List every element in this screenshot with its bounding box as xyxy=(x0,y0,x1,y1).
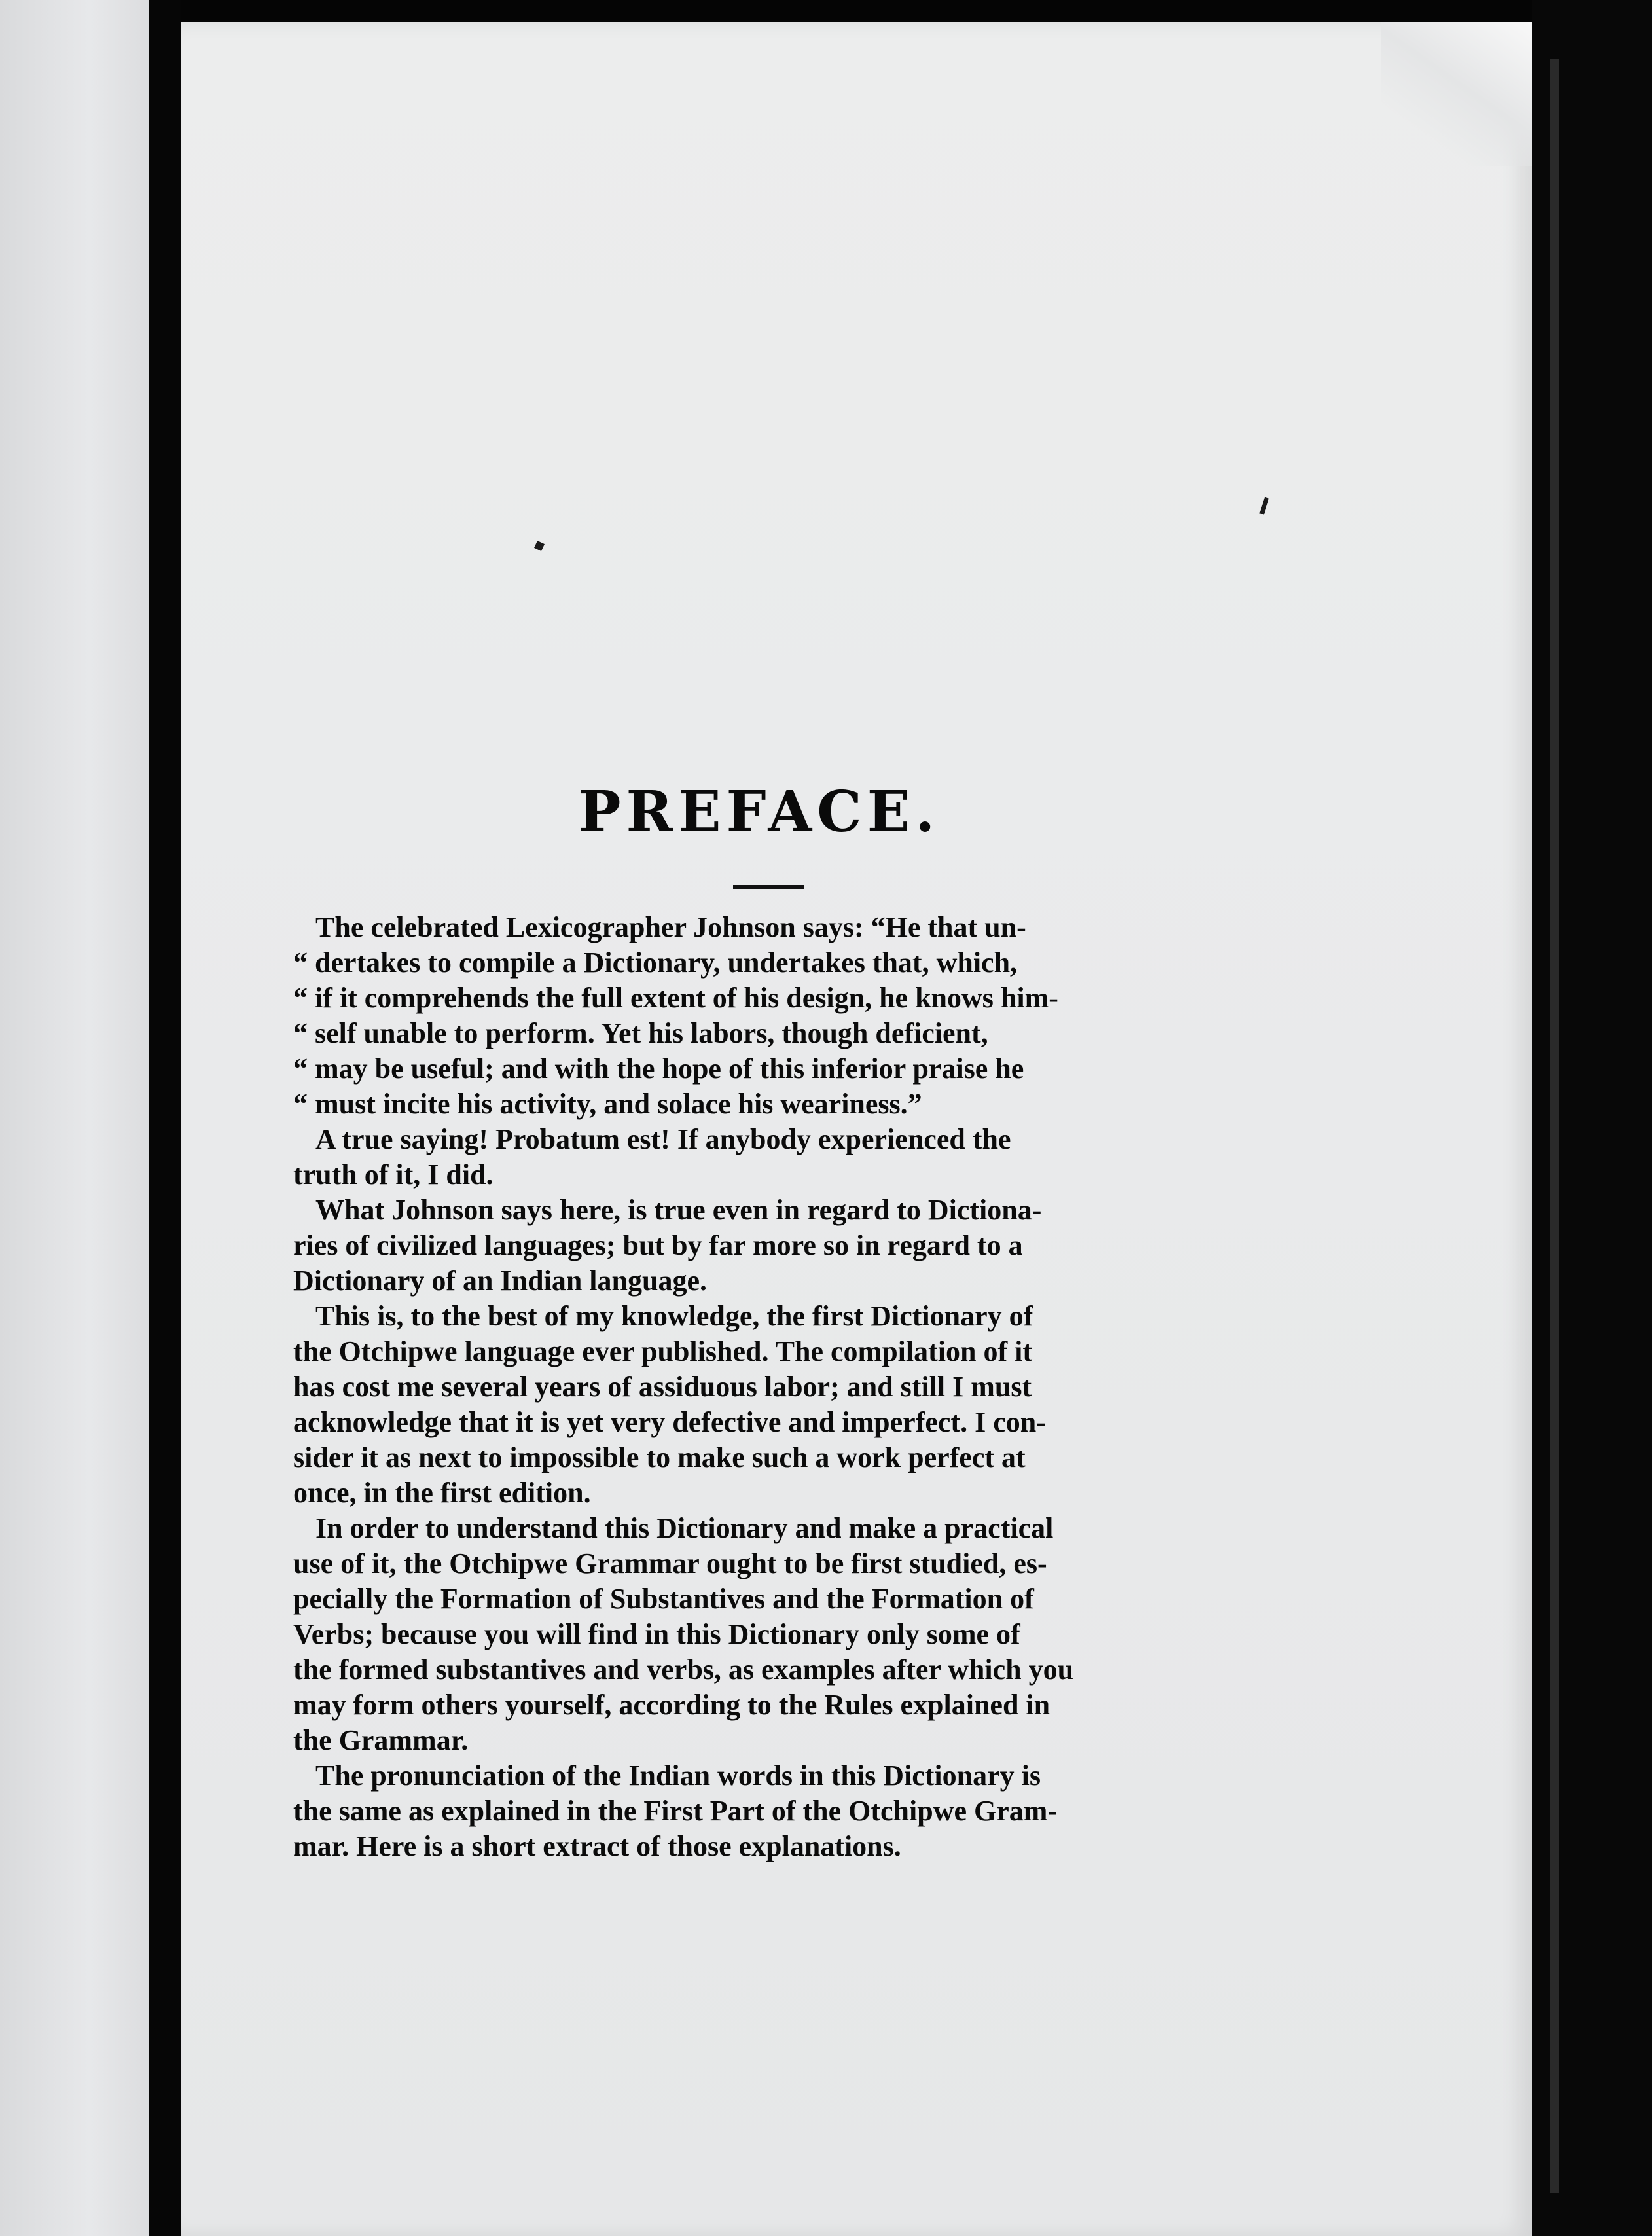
text-line: “ dertakes to compile a Dictionary, undertakes that, which, xyxy=(293,947,1018,979)
text-line: truth of it, I did. xyxy=(293,1159,494,1191)
text-line: may form others yourself, according to the Rules explained in xyxy=(293,1689,1050,1721)
paragraph-johnson-quote xyxy=(293,910,1216,1122)
page-gutter xyxy=(149,0,181,2236)
text-line: the formed substantives and verbs, as examples after which you xyxy=(293,1653,1074,1686)
text-line: the Otchipwe language ever published. The compilation of it xyxy=(293,1335,1033,1367)
text-line: use of it, the Otchipwe Grammar ought to be first studied, es- xyxy=(293,1547,1047,1579)
book-edge-line xyxy=(1550,59,1559,2193)
text-line: Verbs; because you will find in this Dictionary only some of xyxy=(293,1618,1020,1650)
title-rule xyxy=(733,885,804,889)
text-line: “ may be useful; and with the hope of this inferior praise he xyxy=(293,1053,1024,1085)
preface-text xyxy=(293,910,1216,1864)
text-line: the Grammar. xyxy=(293,1724,469,1756)
text-line: “ must incite his activity, and solace his weariness.” xyxy=(293,1088,922,1120)
text-line: mar. Here is a short extract of those explanations. xyxy=(293,1830,901,1862)
paragraph-civilized-languages xyxy=(293,1193,1216,1299)
text-line: acknowledge that it is yet very defective and imperfect. I con- xyxy=(293,1406,1046,1438)
text-line: A true saying! Probatum est! If anybody experienced the xyxy=(315,1123,1011,1155)
text-line: ries of civilized languages; but by far more so in regard to a xyxy=(293,1229,1023,1261)
text-line: sider it as next to impossible to make such a work perfect at xyxy=(293,1441,1026,1473)
text-line: This is, to the best of my knowledge, the first Dictionary of xyxy=(315,1300,1033,1332)
text-line: The celebrated Lexicographer Johnson says: “He that un- xyxy=(315,911,1026,943)
text-line: Dictionary of an Indian language. xyxy=(293,1265,707,1297)
text-line: once, in the first edition. xyxy=(293,1477,591,1509)
text-line: pecially the Formation of Substantives and the Formation of xyxy=(293,1583,1034,1615)
text-line: In order to understand this Dictionary and make a practical xyxy=(315,1512,1054,1544)
page-title: PREFACE. xyxy=(578,779,941,845)
text-line: The pronunciation of the Indian words in this Dictionary is xyxy=(315,1759,1041,1792)
paragraph-first-dictionary xyxy=(293,1299,1216,1511)
text-line: “ if it comprehends the full extent of his design, he knows him- xyxy=(293,982,1058,1014)
text-line: What Johnson says here, is true even in regard to Dictiona- xyxy=(315,1194,1042,1226)
page-corner-fold xyxy=(1381,22,1532,166)
paragraph-pronunciation xyxy=(293,1758,1216,1864)
paragraph-probatum xyxy=(293,1122,1216,1193)
text-line: the same as explained in the First Part of the Otchipwe Gram- xyxy=(293,1795,1058,1827)
text-line: has cost me several years of assiduous labor; and still I must xyxy=(293,1371,1032,1403)
text-line: “ self unable to perform. Yet his labors, though deficient, xyxy=(293,1017,988,1049)
paragraph-grammar xyxy=(293,1511,1216,1758)
facing-page xyxy=(0,0,149,2236)
